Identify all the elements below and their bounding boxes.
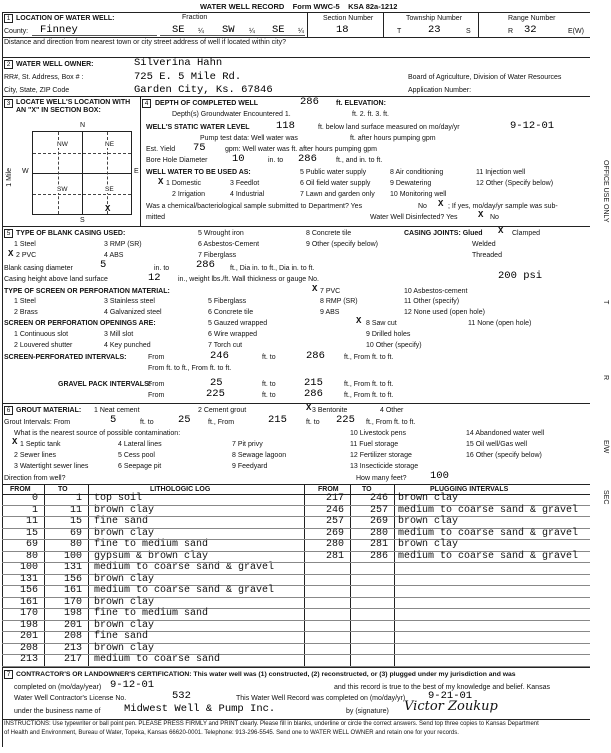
casing-label: TYPE OF BLANK CASING USED: <box>16 230 126 237</box>
log-left-row-to: 15 <box>69 516 82 527</box>
log-right-row-description: medium to coarse sand & gravel <box>398 504 579 516</box>
county-value: Finney <box>40 24 78 36</box>
joint-clamped[interactable]: Clamped <box>512 230 541 237</box>
contam-livestock[interactable]: 10 Livestock pens <box>350 430 407 437</box>
board-label: Board of Agriculture, Division of Water Resources <box>408 74 562 81</box>
opening-wire[interactable]: 6 Wire wrapped <box>208 331 258 338</box>
contam-privy[interactable]: 7 Pit privy <box>232 441 263 448</box>
log-left-row-description: fine sand <box>94 516 149 527</box>
contam-sewer[interactable]: 2 Sewer lines <box>14 452 57 459</box>
log-left-row-from: 161 <box>19 596 38 608</box>
contam-septic[interactable]: 1 Septic tank <box>20 441 61 448</box>
perf-from-value: 246 <box>210 350 229 362</box>
use-lawn[interactable]: 7 Lawn and garden only <box>300 191 375 198</box>
casing-pvc[interactable]: 2 PVC <box>16 252 37 259</box>
opening-drilled[interactable]: 9 Drilled holes <box>366 331 411 338</box>
township-label: Township Number <box>406 15 463 22</box>
joint-welded[interactable]: Welded <box>472 241 496 248</box>
screen-abs[interactable]: 9 ABS <box>320 309 340 316</box>
chem-sample-label: Was a chemical/bacteriological sample submitted to Department? Yes <box>146 203 363 210</box>
casing-height-label: Casing height above land surface <box>4 276 108 283</box>
log-right-row-to: 257 <box>369 504 388 516</box>
log-right-row-from: 281 <box>325 550 344 562</box>
log-left-row-to: 156 <box>63 573 82 585</box>
pump-test-label: Pump test data: Well water was <box>200 135 298 142</box>
grout-neat[interactable]: 1 Neat cement <box>94 407 140 414</box>
grout-1-from: 5 <box>110 414 117 426</box>
perf-to-value: 286 <box>306 350 325 362</box>
contam-watertight[interactable]: 3 Watertight sewer lines <box>14 463 89 470</box>
static-level-value: 118 <box>276 120 295 132</box>
use-oilfield[interactable]: 6 Oil field water supply <box>300 180 371 187</box>
perforated-label: SCREEN-PERFORATED INTERVALS: <box>4 354 127 361</box>
screen-asbestos[interactable]: 10 Asbestos-cement <box>404 288 468 295</box>
screen-steel[interactable]: 1 Steel <box>14 298 36 305</box>
openings-label: SCREEN OR PERFORATION OPENINGS ARE: <box>4 320 156 327</box>
bore-label: Bore Hole Diameter <box>146 157 208 164</box>
casing-diameter-label: Blank casing diameter <box>4 265 73 272</box>
contam-feedyard[interactable]: 9 Feedyard <box>232 463 268 470</box>
contam-insecticide[interactable]: 13 Insecticide storage <box>350 463 419 470</box>
casing-height-value: 12 <box>148 272 161 284</box>
use-public[interactable]: 5 Public water supply <box>300 169 367 176</box>
distance-label: Distance and direction from nearest town or city street address of well if located within city? <box>4 39 287 46</box>
log-left-row-from: 1 <box>31 504 38 516</box>
owner-label: WATER WELL OWNER: <box>16 61 94 68</box>
log-left-row-description: brown clay <box>94 527 155 539</box>
contam-cess[interactable]: 5 Cess pool <box>118 452 155 459</box>
certification-label: CONTRACTOR'S OR LANDOWNER'S CERTIFICATION: This water well was (1) constructed, (2) reconstructed, or (3) plugged under my jurisdiction and was <box>16 671 516 678</box>
log-right-row-description: brown clay <box>398 516 459 527</box>
casing-concrete[interactable]: 8 Concrete tile <box>306 230 352 237</box>
fraction-2: SW <box>222 24 235 36</box>
log-left-row-to: 161 <box>63 585 82 596</box>
opening-saw[interactable]: 8 Saw cut <box>366 320 397 327</box>
contamination-label: What is the nearest source of possible contamination: <box>14 430 181 437</box>
log-left-row-description: top soil <box>94 493 143 504</box>
direction-label: Direction from well? <box>4 475 66 482</box>
casing-steel[interactable]: 1 Steel <box>14 241 36 248</box>
license-value: 532 <box>172 690 191 702</box>
joint-threaded[interactable]: Threaded <box>472 252 502 259</box>
signature: Victor Zoukup <box>404 699 498 714</box>
screen-stainless[interactable]: 3 Stainless steel <box>104 298 155 305</box>
township-value: 23 <box>428 24 441 36</box>
log-left-row-to: 80 <box>69 539 82 550</box>
contam-lateral[interactable]: 4 Lateral lines <box>118 441 162 448</box>
contam-fuel[interactable]: 11 Fuel storage <box>350 441 399 448</box>
log-left-row-from: 156 <box>19 585 38 596</box>
static-level-label: WELL'S STATIC WATER LEVEL <box>146 124 250 131</box>
use-dewatering[interactable]: 9 Dewatering <box>390 180 432 187</box>
log-right-row-from: 246 <box>325 504 344 516</box>
log-left-row-to: 201 <box>63 619 82 631</box>
owner-address: 725 E. 5 Mile Rd. <box>134 71 242 83</box>
grout-other[interactable]: 4 Other <box>380 407 404 414</box>
grout-intervals-label: Grout Intervals: From <box>4 419 71 426</box>
screen-other[interactable]: 11 Other (specify) <box>404 298 460 305</box>
section-label: Section Number <box>323 15 374 22</box>
county-label: County: <box>4 28 29 35</box>
casing-fiberglass[interactable]: 7 Fiberglass <box>198 252 237 259</box>
gravel-1-from: 25 <box>210 377 223 389</box>
log-right-row-to: 286 <box>369 550 388 562</box>
use-label: WELL WATER TO BE USED AS: <box>146 169 251 176</box>
gravel-2-from: 225 <box>206 388 225 400</box>
fraction-label: Fraction <box>182 14 208 21</box>
casing-wrought[interactable]: 5 Wrought iron <box>198 230 244 237</box>
log-right-row-from: 280 <box>325 539 344 550</box>
gravel-1-to: 215 <box>304 377 323 389</box>
screen-none[interactable]: 12 None used (open hole) <box>404 309 485 316</box>
log-left-row-from: 0 <box>31 493 38 504</box>
casing-rmp[interactable]: 3 RMP (SR) <box>104 241 142 248</box>
log-left-row-description: brown clay <box>94 619 155 631</box>
contam-fertilizer[interactable]: 12 Fertilizer storage <box>350 452 412 459</box>
grout-label: GROUT MATERIAL: <box>16 407 82 414</box>
screen-type-label: TYPE OF SCREEN OR PERFORATION MATERIAL: <box>4 288 170 295</box>
contam-oilgas[interactable]: 15 Oil well/Gas well <box>466 441 528 448</box>
form-title: WATER WELL RECORD Form WWC-5 KSA 82a-1212 <box>200 2 398 11</box>
use-injection[interactable]: 11 Injection well <box>476 169 526 176</box>
log-left-row-from: 69 <box>25 539 38 550</box>
log-left-row-to: 217 <box>63 654 82 665</box>
log-left-row-description: brown clay <box>94 573 155 585</box>
log-left-row-from: 131 <box>19 573 38 585</box>
log-left-row-to: 213 <box>63 642 82 654</box>
log-left-row-to: 11 <box>69 504 82 516</box>
completed-date: 9-12-01 <box>110 679 155 691</box>
howmany-label: How many feet? <box>356 475 407 482</box>
log-left-row-from: 208 <box>19 642 38 654</box>
screen-concrete[interactable]: 6 Concrete tile <box>208 309 254 316</box>
static-date: 9-12-01 <box>510 120 555 132</box>
range-value: 32 <box>524 24 537 36</box>
section-value: 18 <box>336 24 349 36</box>
gravel-2-to: 286 <box>304 388 323 400</box>
opening-continuous[interactable]: 1 Continuous slot <box>14 331 69 338</box>
screen-rmp[interactable]: 8 RMP (SR) <box>320 298 358 305</box>
log-left-row-description: fine to medium sand <box>94 608 209 619</box>
log-right-row-description: medium to coarse sand & gravel <box>398 527 579 539</box>
use-feedlot[interactable]: 3 Feedlot <box>230 180 260 187</box>
opening-none[interactable]: 11 None (open hole) <box>468 320 532 327</box>
application-label: Application Number: <box>408 87 472 94</box>
gauge-value: 200 psi <box>498 270 543 282</box>
location-label: LOCATION OF WATER WELL: <box>16 15 115 22</box>
log-left-row-from: 11 <box>25 516 38 527</box>
yield-value: 75 <box>193 142 206 154</box>
log-right-row-to: 280 <box>369 527 388 539</box>
instructions-line-1: INSTRUCTIONS: Use typewriter or ball point pen. PLEASE PRESS FIRMLY and PRINT clearly. Please fill in blanks, underline or circle the correct answers. Send top three copies to Kansas Department <box>4 721 539 727</box>
instructions-line-2: of Health and Environment, Bureau of Water, Topeka, Kansas 66620-0001. Telephone: 913-296-5545. Send one to WATER WELL OWNER and retain one for your records. <box>4 730 459 736</box>
contam-other[interactable]: 16 Other (specify below) <box>466 452 542 459</box>
fraction-3: SE <box>272 24 285 36</box>
log-left-row-description: gypsum & brown clay <box>94 550 209 562</box>
log-left-row-to: 198 <box>63 608 82 619</box>
owner-city: Garden City, Ks. 67846 <box>134 84 273 96</box>
grout-bentonite[interactable]: 3 Bentonite <box>312 407 348 414</box>
casing-to-value: 286 <box>196 259 215 271</box>
log-left-row-from: 201 <box>19 631 38 642</box>
disinfected-label: Water Well Disinfected? Yes <box>370 214 458 221</box>
casing-abs[interactable]: 4 ABS <box>104 252 124 259</box>
water-well-record-form: WATER WELL RECORD Form WWC-5 KSA 82a-1212 1 LOCATION OF WATER WELL: Fraction County: Finney SE ¼ SW ¼ SE ¼ Section Number 18 Township Number T 23 S Range Number R 32 E(W) Distance and direction from nearest town or city street address of well if located within city? 2 WATER WELL OWNER: Silverina Hahn RR#, St. Address, Box # : 725 E. 5 Mile Rd. Board of Agriculture, Division of Water Resources City, State, ZIP Code Garden City, Ks. 67846 Application Number: 3 LOCATE WELL'S LOCATION WITH AN "X" IN SECTION BOX: N S W E 1 Mile NW NE SW SE X 4 DEPTH OF COMPLETED WELL 286 ft. ELEVATION: Depth(s) Groundwater Encountered 1. ft. 2. ft. 3. ft. WELL'S STATIC WATER LEVEL 118 ft. below land surface measured on mo/day/yr 9-12-01 Pump test data: Well water was ft. after hours pumping gpm Est. Yield 75 gpm: Well water was ft. after hours pumping gpm Bore Hole Diameter 10 in. to 286 ft., and in. to ft. WELL WATER TO BE USED AS: X 1 Domestic 3 Feedlot 5 Public water supply 6 Oil field water supply 7 Lawn and garden only 8 Air conditioning 9 Dewatering 10 Monitoring well 11 Injection well 12 Other (Specify below) 2 Irrigation 4 Industrial Was a chemical/bacteriological sample submitted to Department? Yes No X ; If yes, mo/day/yr sample was sub- mitted Water Well Disinfected? Yes X No 5 TYPE OF BLANK CASING USED: 1 Steel X 2 PVC 3 RMP (SR) 4 ABS 5 Wrought iron 6 Asbestos-Cement 7 Fiberglass 8 Concrete tile 9 Other (specify below) CASING JOINTS: Glued X Clamped Welded Threaded Blank casing diameter 5 in. to 286 ft., Dia in. to ft., Dia in. to ft. Casing height above land surface 12 in., weight lbs./ft. Wall thickness or gauge No. 200 psi TYPE OF SCREEN OR PERFORATION MATERIAL: 1 Steel 2 Brass 3 Stainless steel 4 Galvanized steel 5 Fiberglass 6 Concrete tile X 7 PVC 8 RMP (SR) 9 ABS 10 Asbestos-cement 11 Other (specify) 12 None used (open hole) SCREEN OR PERFORATION OPENINGS ARE: 1 Continuous slot 2 Louvered shutter 3 Mill slot 4 Key punched 5 Gauzed wrapped 6 Wire wrapped 7 Torch cut X 8 Saw cut 9 Drilled holes 10 Other (specify) 11 None (open hole) SCREEN-PERFORATED INTERVALS: From 246 ft. to 286 ft., From ft. to ft. From ft. to ft., From ft. to ft. GRAVEL PACK INTERVALS: From 25 ft. to 215 ft., From ft. to ft. From 225 ft. to 286 ft., From ft. to ft. 6 GROUT MATERIAL: 1 Neat cement 2 Cement grout X 3 Bentonite 4 Other Grout Intervals: From 5 ft. to 25 ft., From 215 ft. to 225 ft., From ft. to ft. What is the nearest source of possible contamination: 10 Livestock pens 14 Abandoned water well X 1 Septic tank 2 Sewer lines 3 Watertight sewer lines 4 Lateral lines 5 Cess pool 6 Seepage pit 7 Pit privy 8 Sewage lagoon 9 Feedyard 11 Fuel storage 12 Fertilizer storage 13 Insecticide storage 15 Oil well/Gas well 16 Other (specify below) Direction from well? How many feet? 100 FROM TO LITHOLOGIC LOG FROM TO PLUGGING INTERVALS 0 1 top soil 1 11 brown clay 11 15 fine sand 15 69 brown clay 69 80 fine to medium sand 80 100 gypsum & brown clay 100 131 medium to coarse sand & gravel 131 156 brown clay 156 161 medium to coarse sand & gravel 161 170 brown clay 170 198 fine to medium sand 198 201 brown clay 201 208 fine sand 208 213 brown clay 213 217 medium to coarse sand 217 246 brown clay 246 257 medium to coarse sand & gravel 257 269 brown clay 269 280 medium to coarse sand & gravel 280 281 brown clay 281 286 medium to coarse sand & gravel 7 CONTRACTOR'S OR LANDOWNER'S CERTIFICATION: This water well was (1) constructed, (2) reconstructed, or (3) plugged under my jurisdiction and was completed on (mo/day/year) 9-12-01 and this record is true to the best of my knowledge and belief. Kansas Water Well Contractor's License No. 532 This Water Well Record was completed on (mo/day/yr) 9-21-01 under the business name of Midwest Well & Pump Inc. by (signature) Victor Zoukup INSTRUCTIONS: Use typewriter or ball point pen. PLEASE PRESS FIRMLY and PRINT clearly. Please fill in blanks, underline or circle the correct answers. Send top three copies to Kansas Department of Health and Environment, Bureau of Water, Topeka, Kansas 66620-0001. Telephone: 913-296-5545. Send one to WATER WELL OWNER and retain one for your records. OFFICE USE ONLY T R E/W SEC <box>0 0 611 753</box>
log-right-row-to: 269 <box>369 516 388 527</box>
opening-torch[interactable]: 7 Torch cut <box>208 342 243 349</box>
log-left-row-to: 100 <box>63 550 82 562</box>
log-left-row-from: 100 <box>19 562 38 573</box>
depth-value: 286 <box>300 96 319 108</box>
joints-label: CASING JOINTS: Glued <box>404 230 483 237</box>
log-left-row-from: 170 <box>19 608 38 619</box>
log-left-row-description: brown clay <box>94 596 155 608</box>
groundwater-label: Depth(s) Groundwater Encountered 1. <box>172 111 291 118</box>
log-left-row-description: medium to coarse sand <box>94 654 221 665</box>
use-domestic[interactable]: 1 Domestic <box>166 180 202 187</box>
use-other[interactable]: 12 Other (Specify below) <box>476 180 554 187</box>
bore-to-value: 286 <box>298 153 317 165</box>
opening-mill[interactable]: 3 Mill slot <box>104 331 134 338</box>
casing-other[interactable]: 9 Other (specify below) <box>306 241 378 248</box>
contam-abandoned[interactable]: 14 Abandoned water well <box>466 430 545 437</box>
address-label: RR#, St. Address, Box # : <box>4 74 84 81</box>
opening-louvered[interactable]: 2 Louvered shutter <box>14 342 73 349</box>
office-use-label: OFFICE USE ONLY <box>602 160 609 223</box>
use-air[interactable]: 8 Air conditioning <box>390 169 444 176</box>
owner-name: Silverina Hahn <box>134 57 223 69</box>
howmany-value: 100 <box>430 470 449 482</box>
screen-brass[interactable]: 2 Brass <box>14 309 38 316</box>
log-right-row-description: brown clay <box>398 539 459 550</box>
grout-cement[interactable]: 2 Cement grout <box>198 407 247 414</box>
log-right-row-description: brown clay <box>398 493 459 504</box>
log-left-row-to: 1 <box>75 493 82 504</box>
use-industrial[interactable]: 4 Industrial <box>230 191 265 198</box>
log-right-row-to: 246 <box>369 493 388 504</box>
log-right-row-from: 269 <box>325 527 344 539</box>
depth-label: DEPTH OF COMPLETED WELL <box>155 100 259 107</box>
contam-lagoon[interactable]: 8 Sewage lagoon <box>232 452 287 459</box>
opening-other[interactable]: 10 Other (specify) <box>366 342 422 349</box>
log-left-row-description: medium to coarse sand & gravel <box>94 585 275 596</box>
log-left-row-description: fine sand <box>94 631 149 642</box>
log-left-row-to: 170 <box>63 596 82 608</box>
log-left-row-to: 208 <box>63 631 82 642</box>
casing-asbestos[interactable]: 6 Asbestos-Cement <box>198 241 260 248</box>
grout-2-from: 215 <box>268 414 287 426</box>
screen-fiberglass[interactable]: 5 Fiberglass <box>208 298 247 305</box>
business-name: Midwest Well & Pump Inc. <box>124 703 276 715</box>
use-monitoring[interactable]: 10 Monitoring well <box>390 191 447 198</box>
log-left-row-to: 131 <box>63 562 82 573</box>
log-left-row-from: 15 <box>25 527 38 539</box>
log-right-row-from: 257 <box>325 516 344 527</box>
range-label: Range Number <box>508 15 556 22</box>
casing-diameter-value: 5 <box>100 259 107 271</box>
gravel-label: GRAVEL PACK INTERVALS: <box>58 381 152 388</box>
grout-1-to: 25 <box>178 414 191 426</box>
log-left-row-description: brown clay <box>94 504 155 516</box>
screen-pvc[interactable]: 7 PVC <box>320 288 341 295</box>
section-box[interactable]: NW NE SW SE X <box>32 131 132 215</box>
log-right-row-to: 281 <box>369 539 388 550</box>
log-left-row-description: brown clay <box>94 642 155 654</box>
log-left-row-to: 69 <box>69 527 82 539</box>
use-irrigation[interactable]: 2 Irrigation <box>172 191 206 198</box>
log-left-row-description: medium to coarse sand & gravel <box>94 562 275 573</box>
opening-gauzed[interactable]: 5 Gauzed wrapped <box>208 320 268 327</box>
city-label: City, State, ZIP Code <box>4 87 70 94</box>
bore-value: 10 <box>232 153 245 165</box>
log-left-row-from: 198 <box>19 619 38 631</box>
log-right-row-description: medium to coarse sand & gravel <box>398 550 579 562</box>
locate-label: LOCATE WELL'S LOCATION WITH AN "X" IN SECTION BOX: <box>16 99 131 115</box>
log-right-row-from: 217 <box>325 493 344 504</box>
fraction-1: SE <box>172 24 185 36</box>
grout-2-to: 225 <box>336 414 355 426</box>
well-location-mark: X <box>105 204 111 214</box>
yield-label: Est. Yield <box>146 146 176 153</box>
screen-galvanized[interactable]: 4 Galvanized steel <box>104 309 162 316</box>
log-left-row-description: fine to medium sand <box>94 539 209 550</box>
section-1-marker: 1 <box>4 14 13 23</box>
contam-seepage[interactable]: 6 Seepage pit <box>118 463 162 470</box>
record-date: 9-21-01 <box>428 690 473 702</box>
log-left-row-from: 213 <box>19 654 38 665</box>
log-left-row-from: 80 <box>25 550 38 562</box>
opening-key[interactable]: 4 Key punched <box>104 342 151 349</box>
